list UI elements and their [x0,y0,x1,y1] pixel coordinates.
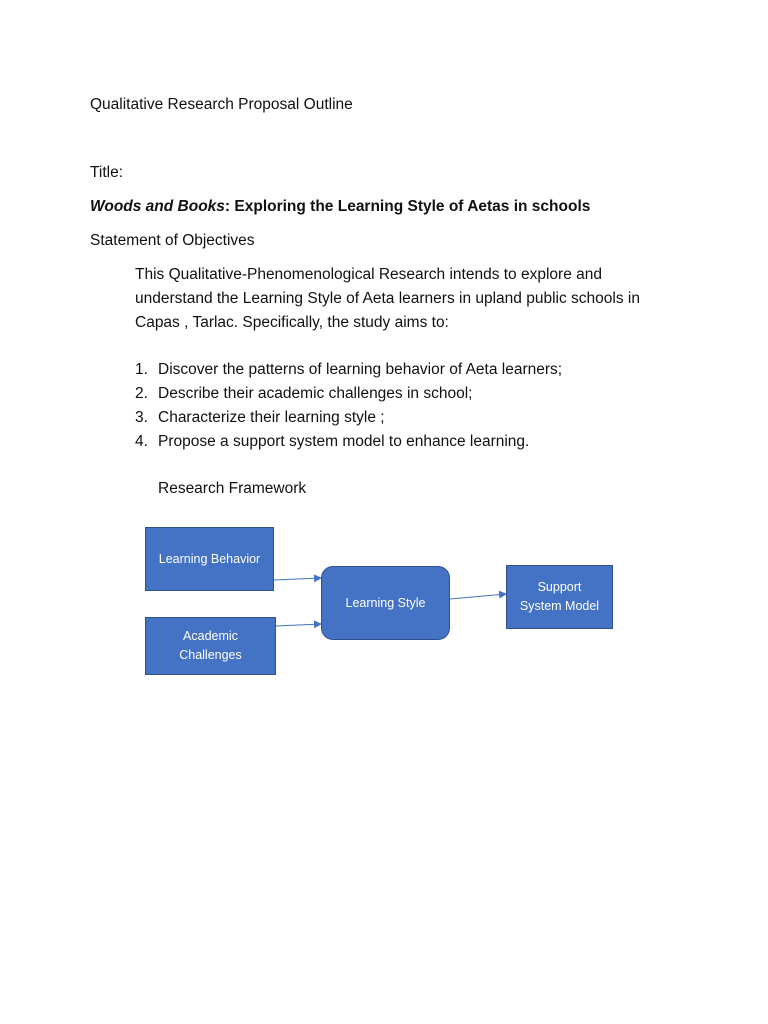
node-label: Learning Behavior [158,551,261,566]
node-label: Support System Model [519,580,600,613]
node-academic-challenges [145,617,276,675]
research-title [90,195,590,219]
objective-item [135,358,562,382]
node-label: Learning Style [345,595,426,610]
objective-item [135,406,562,430]
objective-number: 2. [135,385,148,402]
objective-item [135,382,562,406]
title-label: Title: [90,164,124,181]
node-label: Academic Challenges [179,629,242,662]
node-learning-style [321,566,450,640]
node-learning-behavior [145,527,274,591]
objective-text: Propose a support system model to enhance learning. [158,433,530,450]
objectives-heading: Statement of Objectives [90,232,255,249]
framework-heading: Research Framework [158,480,307,497]
arrow-challenges-to-style [276,624,321,626]
objective-text: Characterize their learning style ; [158,409,385,426]
objective-text: Describe their academic challenges in school; [158,385,473,402]
objectives-list [135,358,562,454]
intro-line: Capas , Tarlac. Specifically, the study aims to: [135,314,449,331]
objective-number: 3. [135,409,148,426]
objectives-intro [135,263,695,335]
research-title-rest: : Exploring the Learning Style of Aetas in schools [224,198,591,215]
arrow-style-to-support [450,594,506,599]
objective-number: 1. [135,361,148,378]
intro-line: understand the Learning Style of Aeta learners in upland public schools in [135,290,640,307]
arrow-behavior-to-style [274,578,321,580]
objective-number: 4. [135,433,148,450]
objective-item [135,430,562,454]
intro-line: This Qualitative-Phenomenological Research intends to explore and [135,266,602,283]
objective-text: Discover the patterns of learning behavior of Aeta learners; [158,361,563,378]
node-support-system-model [506,565,613,629]
research-title-italic: Woods and Books [90,198,225,215]
document-heading: Qualitative Research Proposal Outline [90,96,353,113]
